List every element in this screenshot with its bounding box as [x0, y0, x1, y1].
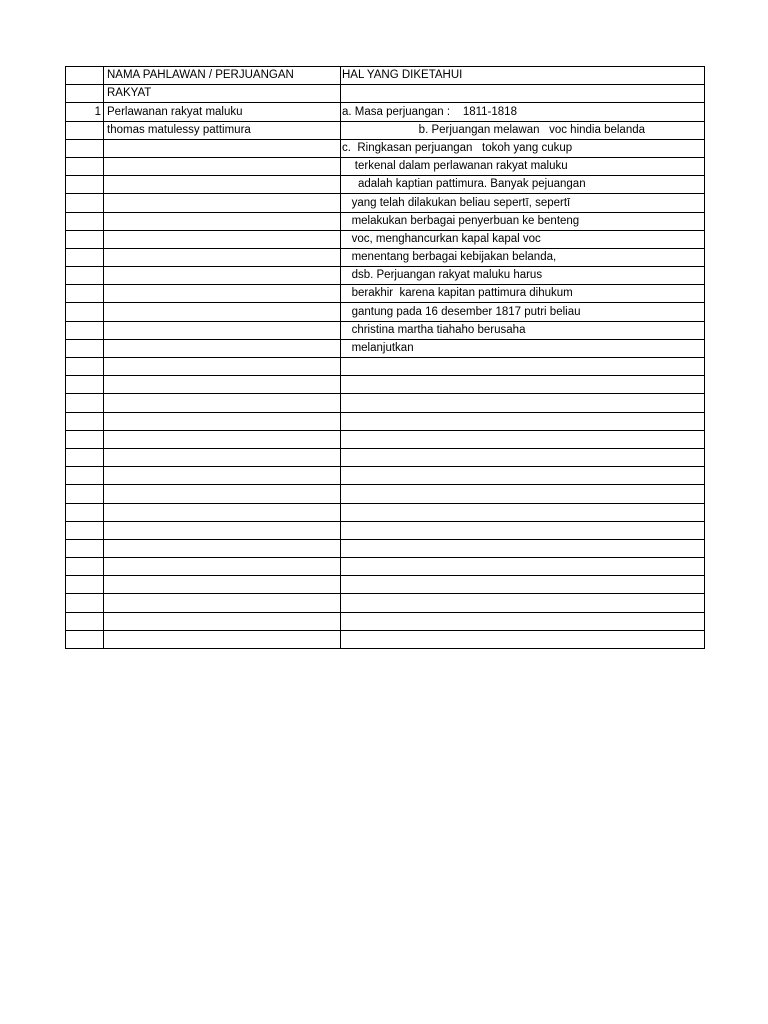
header-no-cell-2[interactable] — [66, 85, 104, 103]
row-number-cell[interactable] — [66, 485, 104, 503]
info-cell[interactable]: c. Ringkasan perjuangan tokoh yang cukup — [341, 139, 705, 157]
header-name-cell[interactable]: NAMA PAHLAWAN / PERJUANGAN — [104, 67, 341, 85]
name-cell[interactable]: thomas matulessy pattimura — [104, 121, 341, 139]
row-number-cell[interactable] — [66, 612, 104, 630]
row-number-cell[interactable] — [66, 576, 104, 594]
info-cell[interactable]: berakhir karena kapitan pattimura dihukum — [341, 285, 705, 303]
info-cell[interactable] — [341, 358, 705, 376]
info-cell[interactable]: christina martha tiahaho berusaha — [341, 321, 705, 339]
name-cell[interactable] — [104, 558, 341, 576]
name-cell[interactable] — [104, 576, 341, 594]
header-name-cell-2[interactable]: RAKYAT — [104, 85, 341, 103]
name-cell[interactable] — [104, 139, 341, 157]
name-cell[interactable] — [104, 376, 341, 394]
table-row — [66, 448, 705, 466]
name-cell[interactable] — [104, 503, 341, 521]
table-row — [66, 103, 705, 121]
table-row — [66, 376, 705, 394]
name-cell[interactable] — [104, 412, 341, 430]
row-number-cell[interactable] — [66, 467, 104, 485]
info-cell[interactable]: adalah kaptian pattimura. Banyak pejuangan — [341, 176, 705, 194]
row-number-cell[interactable] — [66, 321, 104, 339]
row-number-cell[interactable] — [66, 267, 104, 285]
name-cell[interactable] — [104, 612, 341, 630]
row-number-cell[interactable] — [66, 376, 104, 394]
info-cell[interactable]: gantung pada 16 desember 1817 putri beliau — [341, 303, 705, 321]
name-cell[interactable] — [104, 176, 341, 194]
row-number-cell[interactable] — [66, 212, 104, 230]
name-cell[interactable] — [104, 630, 341, 648]
row-number-cell[interactable] — [66, 248, 104, 266]
info-cell[interactable] — [341, 376, 705, 394]
row-number-cell[interactable] — [66, 539, 104, 557]
name-cell[interactable] — [104, 594, 341, 612]
name-cell[interactable]: Perlawanan rakyat maluku — [104, 103, 341, 121]
name-cell[interactable] — [104, 539, 341, 557]
row-number-cell[interactable] — [66, 430, 104, 448]
row-number-cell[interactable] — [66, 303, 104, 321]
header-row — [66, 67, 705, 85]
table-row — [66, 594, 705, 612]
info-cell[interactable]: b. Perjuangan melawan voc hindia belanda — [341, 121, 705, 139]
info-cell[interactable] — [341, 503, 705, 521]
name-cell[interactable] — [104, 285, 341, 303]
table-row — [66, 139, 705, 157]
table-row — [66, 503, 705, 521]
name-cell[interactable] — [104, 267, 341, 285]
row-number-cell[interactable] — [66, 521, 104, 539]
info-cell[interactable]: terkenal dalam perlawanan rakyat maluku — [341, 157, 705, 175]
table-row — [66, 412, 705, 430]
header-no-cell[interactable] — [66, 67, 104, 85]
header-info-cell-2[interactable] — [341, 85, 705, 103]
row-number-cell[interactable] — [66, 285, 104, 303]
table-row — [66, 485, 705, 503]
info-cell[interactable] — [341, 448, 705, 466]
name-cell[interactable] — [104, 303, 341, 321]
info-cell[interactable] — [341, 430, 705, 448]
spreadsheet-table — [65, 66, 705, 649]
row-number-cell[interactable] — [66, 412, 104, 430]
table-row — [66, 303, 705, 321]
info-cell[interactable] — [341, 539, 705, 557]
name-cell[interactable] — [104, 358, 341, 376]
info-cell[interactable] — [341, 467, 705, 485]
name-cell[interactable] — [104, 248, 341, 266]
name-cell[interactable] — [104, 467, 341, 485]
info-cell[interactable] — [341, 412, 705, 430]
table-row — [66, 248, 705, 266]
table-row — [66, 576, 705, 594]
name-cell[interactable] — [104, 230, 341, 248]
row-number-cell[interactable] — [66, 358, 104, 376]
header-info-cell[interactable]: HAL YANG DIKETAHUI — [341, 67, 705, 85]
info-cell[interactable]: menentang berbagai kebijakan belanda, — [341, 248, 705, 266]
name-cell[interactable] — [104, 521, 341, 539]
info-cell[interactable] — [341, 394, 705, 412]
info-cell[interactable] — [341, 558, 705, 576]
table-row — [66, 194, 705, 212]
info-cell[interactable] — [341, 485, 705, 503]
name-cell[interactable] — [104, 212, 341, 230]
info-cell[interactable]: a. Masa perjuangan : 1811-1818 — [341, 103, 705, 121]
table-row — [66, 121, 705, 139]
row-number-cell[interactable] — [66, 194, 104, 212]
row-number-cell[interactable]: 1 — [66, 103, 104, 121]
name-cell[interactable] — [104, 321, 341, 339]
info-cell[interactable] — [341, 630, 705, 648]
table-row — [66, 339, 705, 357]
info-cell[interactable]: voc, menghancurkan kapal kapal voc — [341, 230, 705, 248]
row-number-cell[interactable] — [66, 394, 104, 412]
table-row — [66, 612, 705, 630]
table-row — [66, 267, 705, 285]
table-row — [66, 521, 705, 539]
info-cell[interactable] — [341, 576, 705, 594]
row-number-cell[interactable] — [66, 630, 104, 648]
info-cell[interactable] — [341, 521, 705, 539]
table-row — [66, 358, 705, 376]
table-row — [66, 394, 705, 412]
table-row — [66, 285, 705, 303]
table-row — [66, 212, 705, 230]
table-row — [66, 539, 705, 557]
info-cell[interactable]: dsb. Perjuangan rakyat maluku harus — [341, 267, 705, 285]
header-row-2 — [66, 85, 705, 103]
name-cell[interactable] — [104, 485, 341, 503]
name-cell[interactable] — [104, 194, 341, 212]
info-cell[interactable] — [341, 594, 705, 612]
info-cell[interactable]: melanjutkan — [341, 339, 705, 357]
name-cell[interactable] — [104, 430, 341, 448]
row-number-cell[interactable] — [66, 139, 104, 157]
row-number-cell[interactable] — [66, 230, 104, 248]
table-row — [66, 467, 705, 485]
table-body — [66, 67, 705, 649]
name-cell[interactable] — [104, 448, 341, 466]
name-cell[interactable] — [104, 157, 341, 175]
row-number-cell[interactable] — [66, 176, 104, 194]
table-row — [66, 176, 705, 194]
name-cell[interactable] — [104, 394, 341, 412]
row-number-cell[interactable] — [66, 594, 104, 612]
table-row — [66, 430, 705, 448]
info-cell[interactable]: melakukan berbagai penyerbuan ke benteng — [341, 212, 705, 230]
table-row — [66, 157, 705, 175]
table-row — [66, 558, 705, 576]
info-cell[interactable] — [341, 612, 705, 630]
name-cell[interactable] — [104, 339, 341, 357]
row-number-cell[interactable] — [66, 339, 104, 357]
info-cell[interactable]: yang telah dilakukan beliau sepertī, sepertī — [341, 194, 705, 212]
row-number-cell[interactable] — [66, 448, 104, 466]
row-number-cell[interactable] — [66, 121, 104, 139]
table-row — [66, 321, 705, 339]
row-number-cell[interactable] — [66, 157, 104, 175]
row-number-cell[interactable] — [66, 558, 104, 576]
table-row — [66, 230, 705, 248]
table-row — [66, 630, 705, 648]
row-number-cell[interactable] — [66, 503, 104, 521]
